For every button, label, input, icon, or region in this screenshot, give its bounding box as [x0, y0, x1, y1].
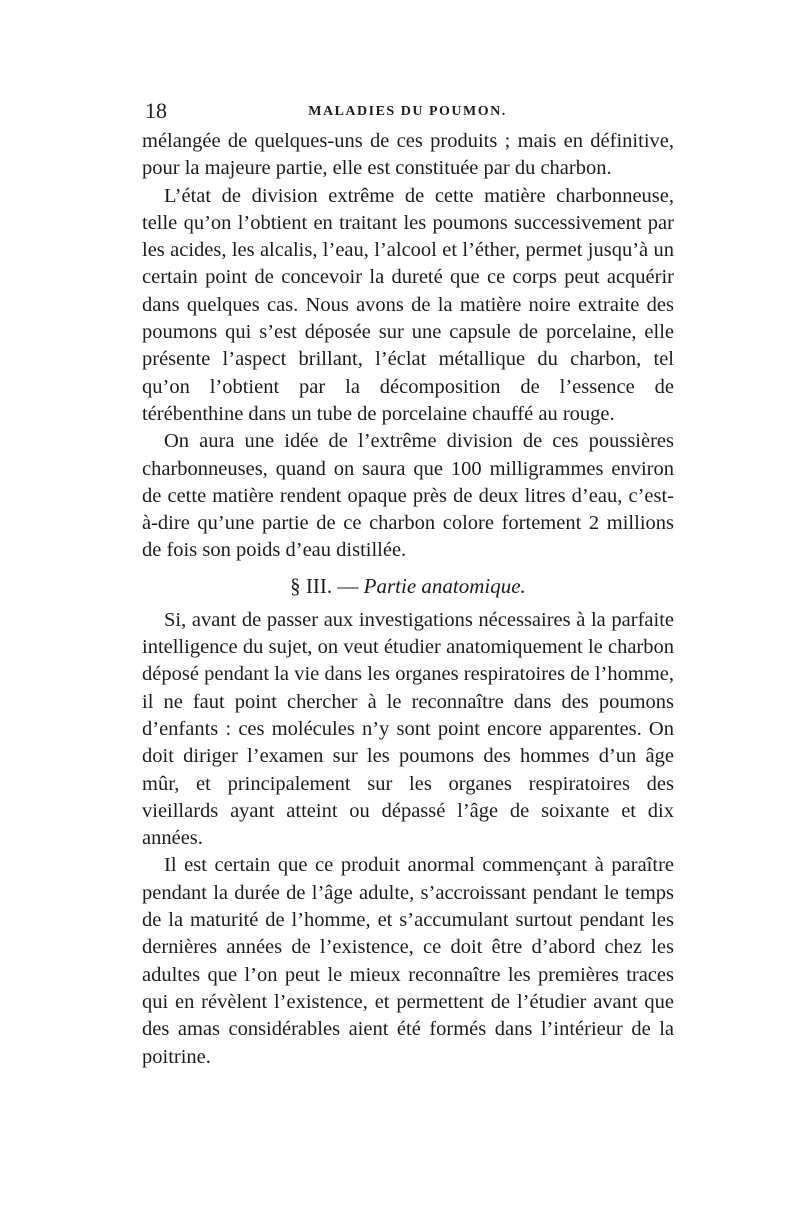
- running-title: MALADIES DU POUMON.: [308, 104, 507, 119]
- paragraph: Il est certain que ce produit anormal commençant à paraître pendant la durée de l’âge adulte, s’accroissant pendant le temps de la maturité de l’homme, et s’accumulant surtout pendant les dernières années de l’existence, ce doit être d’abord chez les adultes que l’on peut le mieux reconnaître les premières traces qui en révèlent l’existence, et permettent de l’étudier avant que des amas considérables aient été formés dans l’intérieur de la poitrine.: [142, 854, 674, 1068]
- paragraph: L’état de division extrême de cette matière charbonneuse, telle qu’on l’obtient en traitant les poumons successivement par les acides, les alcalis, l’eau, l’alcool et l’éther, permet jusqu’à un certain point de concevoir la dureté que ce corps peut acquérir dans quelques cas. Nous avons de la matière noire extraite des poumons qui s’est déposée sur une capsule de porcelaine, elle présente l’aspect brillant, l’éclat métallique du charbon, tel qu’on l’obtient par la décomposition de l’essence de térébenthine dans un tube de porcelaine chauffé au rouge.: [142, 184, 674, 425]
- body-text: [142, 128, 674, 1071]
- section-heading: [142, 571, 674, 601]
- section-number: § III. —: [290, 573, 359, 598]
- page-number: 18: [145, 98, 167, 123]
- paragraph-continued: mélangée de quelques-uns de ces produits ; mais en définitive, pour la majeure partie, elle est constituée par du charbon.: [142, 130, 674, 180]
- section-title: Partie anatomique.: [363, 573, 526, 598]
- paragraph: Si, avant de passer aux investigations nécessaires à la parfaite intelligence du sujet, on veut étudier anatomiquement le charbon déposé pendant la vie dans les organes respiratoires de l’homme, il ne faut point chercher à le reconnaître dans des poumons d’enfants : ces molécules n’y sont point encore apparentes. On doit diriger l’examen sur les poumons des hommes d’un âge mûr, et principalement sur les organes respiratoires des vieillards ayant atteint ou dépassé l’âge de soixante et dix années.: [142, 608, 674, 850]
- page-header: [145, 96, 670, 126]
- paragraph: On aura une idée de l’extrême division de ces poussières charbonneuses, quand on saura que 100 milligrammes environ de cette matière rendent opaque près de deux litres d’eau, c’est-à-dire qu’une partie de ce charbon colore fortement 2 millions de fois son poids d’eau distillée.: [142, 430, 674, 562]
